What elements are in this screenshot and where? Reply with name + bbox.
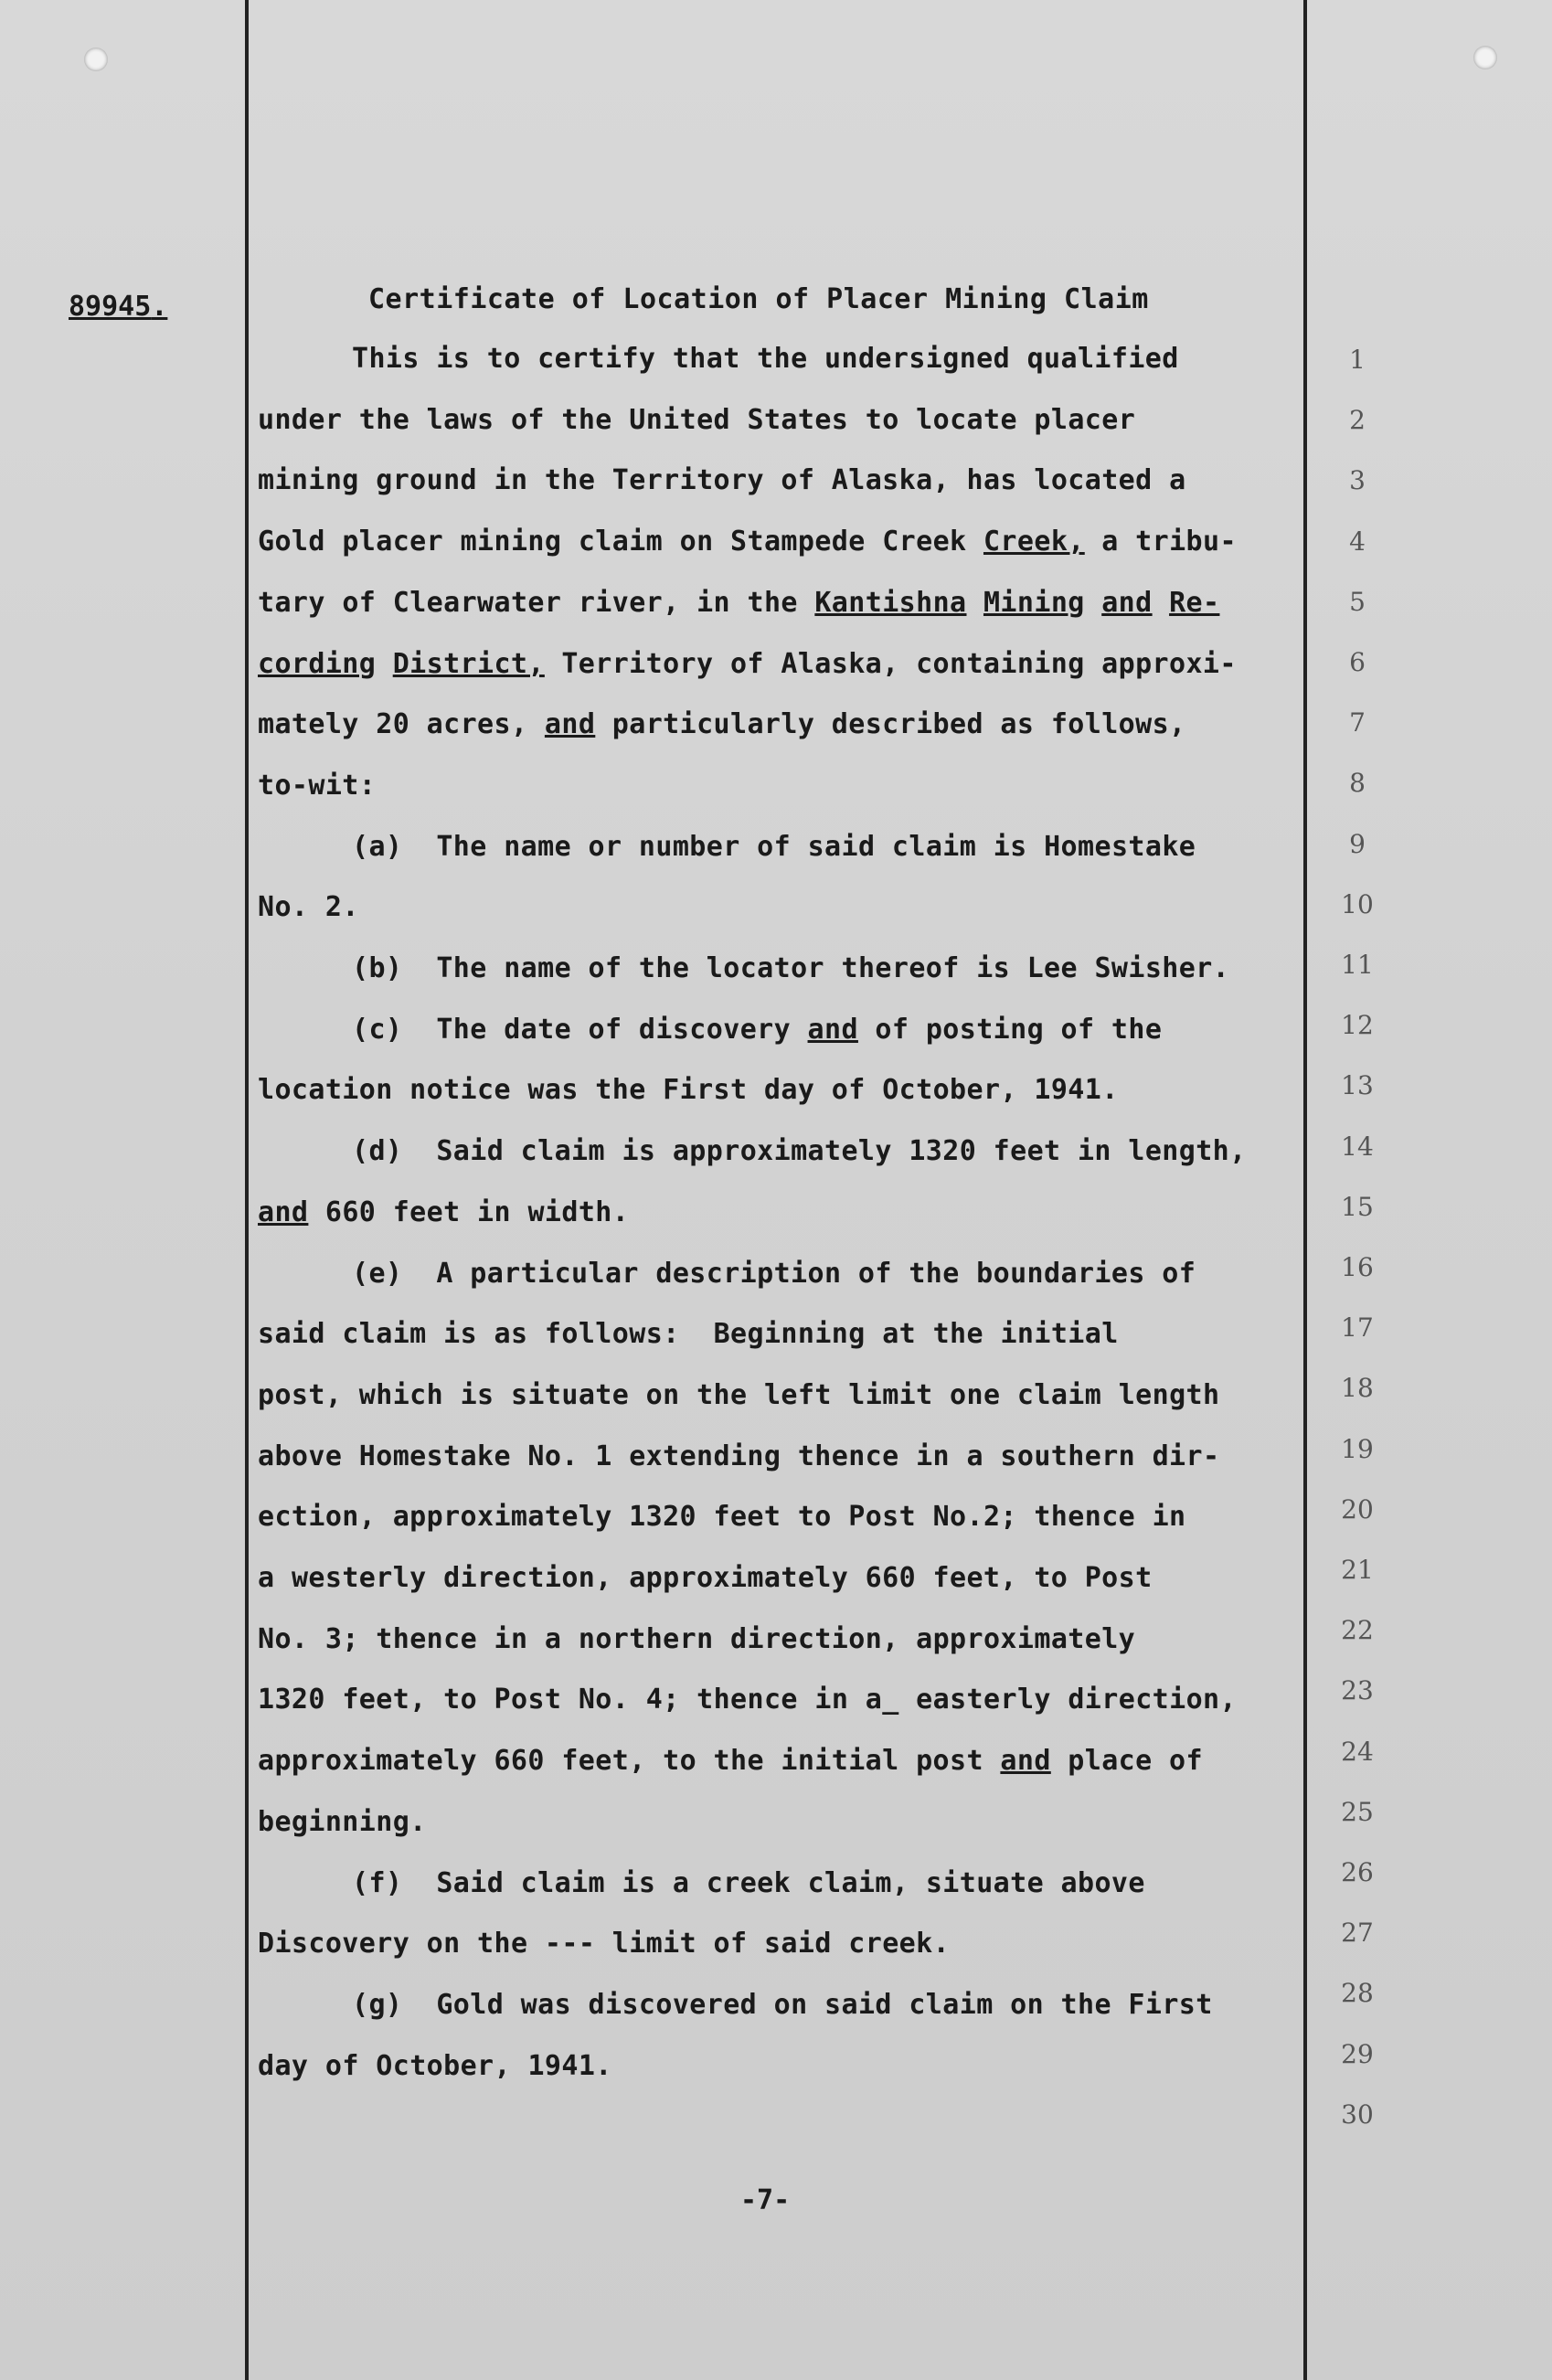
line-number: 2 — [1349, 405, 1366, 436]
line-number: 22 — [1341, 1615, 1374, 1646]
line-number: 23 — [1341, 1675, 1374, 1706]
line-number: 29 — [1341, 2038, 1374, 2069]
punch-hole-right — [1473, 46, 1497, 69]
line-number: 24 — [1341, 1736, 1374, 1767]
body-line: Gold placer mining claim on Stampede Creek Creek, a tribu- — [258, 526, 1237, 558]
body-line: No. 2. — [258, 891, 359, 924]
line-number: 6 — [1349, 647, 1366, 677]
body-line: (e) A particular description of the boundaries of — [352, 1257, 1196, 1290]
body-line: (c) The date of discovery and of posting of the — [352, 1013, 1163, 1046]
document-number: 89945. — [69, 291, 168, 323]
line-number: 9 — [1349, 828, 1366, 859]
body-line: cording District, Territory of Alaska, containing approxi- — [258, 647, 1237, 680]
body-line: (g) Gold was discovered on said claim on the First — [352, 1988, 1213, 2021]
line-number: 11 — [1341, 950, 1374, 980]
line-number: 25 — [1341, 1796, 1374, 1827]
body-line: said claim is as follows: Beginning at the initial — [258, 1318, 1119, 1351]
body-line: (b) The name of the locator thereof is Lee Swisher. — [352, 952, 1230, 984]
body-line: 1320 feet, to Post No. 4; thence in a_ easterly direction, — [258, 1684, 1237, 1716]
line-number: 8 — [1349, 768, 1366, 799]
body-line: approximately 660 feet, to the initial post and place of — [258, 1745, 1203, 1778]
body-line: beginning. — [258, 1805, 427, 1838]
punch-hole-left — [84, 48, 108, 71]
body-line: Discovery on the --- limit of said creek. — [258, 1928, 951, 1960]
body-line: No. 3; thence in a northern direction, approximately — [258, 1622, 1136, 1655]
page-number: -7- — [740, 2184, 791, 2216]
line-number: 27 — [1341, 1918, 1374, 1949]
right-margin-rule — [1303, 0, 1307, 2380]
body-line: and 660 feet in width. — [258, 1195, 630, 1228]
line-number: 4 — [1349, 526, 1366, 557]
line-number: 1 — [1349, 345, 1366, 375]
line-number: 7 — [1349, 707, 1366, 738]
line-number: 5 — [1349, 586, 1366, 617]
body-line: post, which is situate on the left limit one claim length — [258, 1378, 1220, 1411]
line-number: 19 — [1341, 1433, 1374, 1464]
line-number: 26 — [1341, 1857, 1374, 1887]
body-line: under the laws of the United States to locate placer — [258, 403, 1136, 436]
line-number: 15 — [1341, 1191, 1374, 1222]
body-line: mining ground in the Territory of Alaska, has located a — [258, 464, 1186, 497]
body-line: ection, approximately 1320 feet to Post No.2; thence in — [258, 1501, 1186, 1534]
body-line: above Homestake No. 1 extending thence in a southern dir- — [258, 1440, 1220, 1472]
body-line: location notice was the First day of October, 1941. — [258, 1074, 1119, 1107]
body-line: day of October, 1941. — [258, 2049, 612, 2082]
line-number: 21 — [1341, 1555, 1374, 1585]
body-line: (a) The name or number of said claim is Homestake — [352, 830, 1196, 863]
line-number: 18 — [1341, 1373, 1374, 1404]
line-number: 14 — [1341, 1131, 1374, 1162]
line-number: 3 — [1349, 465, 1366, 496]
line-number: 30 — [1341, 2098, 1374, 2130]
body-line: This is to certify that the undersigned qualified — [352, 343, 1179, 375]
line-number: 28 — [1341, 1978, 1374, 2009]
body-line: mately 20 acres, and particularly described as follows, — [258, 708, 1186, 741]
line-number: 16 — [1341, 1252, 1374, 1282]
line-number: 13 — [1341, 1070, 1374, 1101]
body-line: (f) Said claim is a creek claim, situate above — [352, 1866, 1145, 1899]
body-line: (d) Said claim is approximately 1320 feet in length, — [352, 1135, 1247, 1168]
body-line: to-wit: — [258, 769, 377, 802]
line-number: 17 — [1341, 1312, 1374, 1344]
body-line: tary of Clearwater river, in the Kantishna Mining and Re- — [258, 586, 1220, 619]
left-margin-rule — [245, 0, 249, 2380]
line-number: 12 — [1341, 1010, 1374, 1041]
line-number: 10 — [1341, 888, 1374, 919]
document-title: Certificate of Location of Placer Mining Claim — [368, 283, 1149, 315]
body-line: a westerly direction, approximately 660 feet, to Post — [258, 1562, 1153, 1594]
line-number: 20 — [1341, 1493, 1374, 1525]
